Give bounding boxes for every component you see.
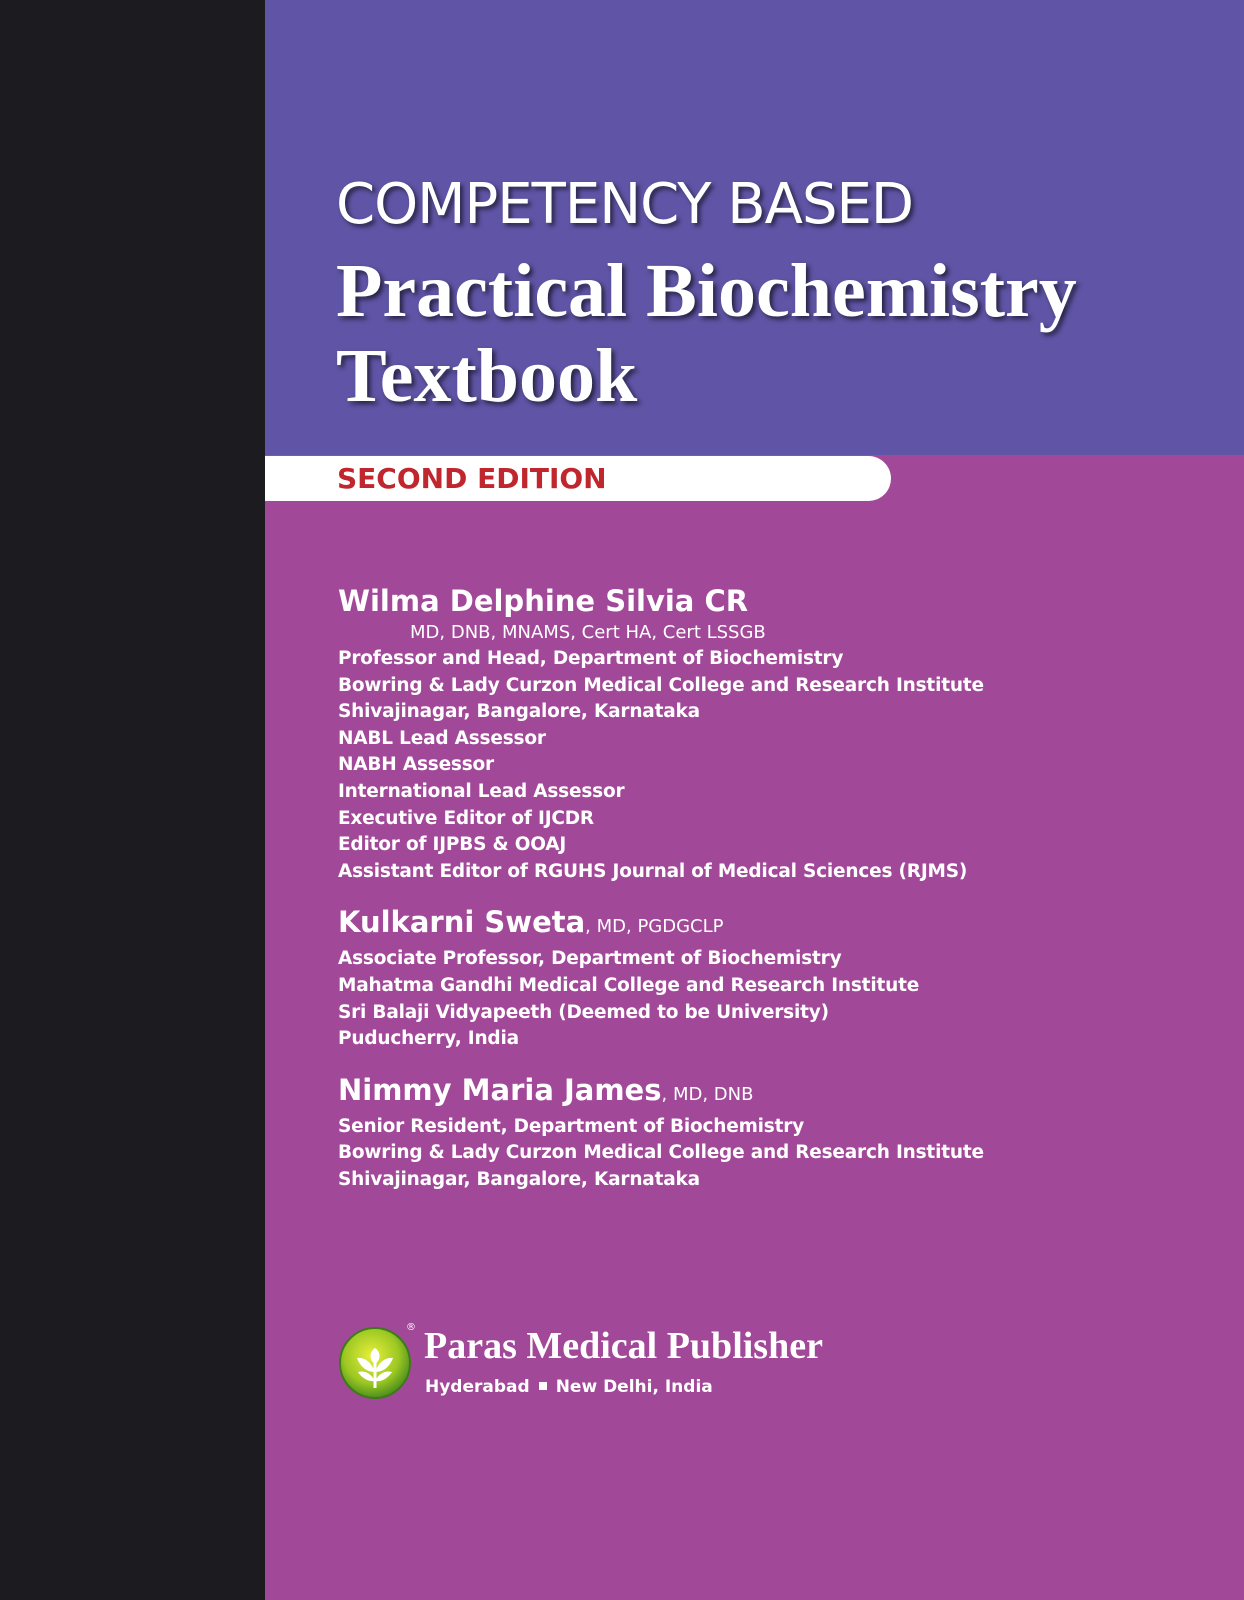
publisher-block xyxy=(338,1322,898,1406)
author-affiliation: Senior Resident, Department of Biochemistry xyxy=(338,1115,805,1137)
author-entry xyxy=(338,582,984,885)
leaf-plant-logo-icon xyxy=(338,1326,412,1400)
author-name-line xyxy=(338,1071,984,1114)
author-affiliation: Editor of IJPBS & OOAJ xyxy=(338,834,567,856)
author-entry xyxy=(338,1071,984,1194)
separator-square-icon xyxy=(539,1382,547,1390)
book-spine xyxy=(0,0,265,1600)
book-title-line-2: Textbook xyxy=(336,334,638,418)
publisher-city-1: Hyderabad xyxy=(425,1377,530,1397)
publisher-locations xyxy=(425,1377,713,1397)
author-affiliation: Professor and Head, Department of Biochemistry xyxy=(338,648,844,669)
author-affiliation: Mahatma Gandhi Medical College and Research Institute xyxy=(338,974,920,996)
author-affiliation: Assistant Editor of RGUHS Journal of Medical Sciences (RJMS) xyxy=(338,860,968,882)
author-affiliation: Executive Editor of IJCDR xyxy=(338,807,594,829)
author-affiliation: Puducherry, India xyxy=(338,1028,519,1050)
author-affiliation: Sri Balaji Vidyapeeth (Deemed to be University) xyxy=(338,1001,829,1023)
publisher-city-2: New Delhi, India xyxy=(555,1377,713,1397)
edition-band xyxy=(265,456,891,501)
author-affiliation: NABH Assessor xyxy=(338,754,494,776)
author-affiliation: Shivajinagar, Bangalore, Karnataka xyxy=(338,701,700,723)
title-overline: COMPETENCY BASED xyxy=(336,172,914,237)
author-name: Kulkarni Sweta xyxy=(338,905,586,940)
author-credentials: , MD, PGDGCLP xyxy=(585,916,724,938)
author-affiliation: Shivajinagar, Bangalore, Karnataka xyxy=(338,1168,700,1190)
author-affiliation: Associate Professor, Department of Biochemistry xyxy=(338,948,842,970)
author-entry xyxy=(338,903,984,1052)
author-affiliation: Bowring & Lady Curzon Medical College and Research Institute xyxy=(338,674,984,696)
author-affiliation: NABL Lead Assessor xyxy=(338,727,546,749)
author-affiliation: International Lead Assessor xyxy=(338,780,625,802)
author-credentials: , MD, DNB xyxy=(661,1083,754,1105)
registered-mark: ® xyxy=(406,1322,416,1333)
publisher-name: Paras Medical Publisher xyxy=(424,1325,823,1367)
edition-label: SECOND EDITION xyxy=(337,462,607,495)
authors-block xyxy=(338,582,984,1212)
author-name: Nimmy Maria James xyxy=(338,1072,662,1107)
author-credentials: MD, DNB, MNAMS, Cert HA, Cert LSSGB xyxy=(410,622,766,643)
author-name-line xyxy=(338,903,984,946)
author-affiliation: Bowring & Lady Curzon Medical College and Research Institute xyxy=(338,1142,984,1164)
book-title-line-1: Practical Biochemistry xyxy=(336,249,1077,333)
author-name: Wilma Delphine Silvia CR xyxy=(338,584,749,618)
